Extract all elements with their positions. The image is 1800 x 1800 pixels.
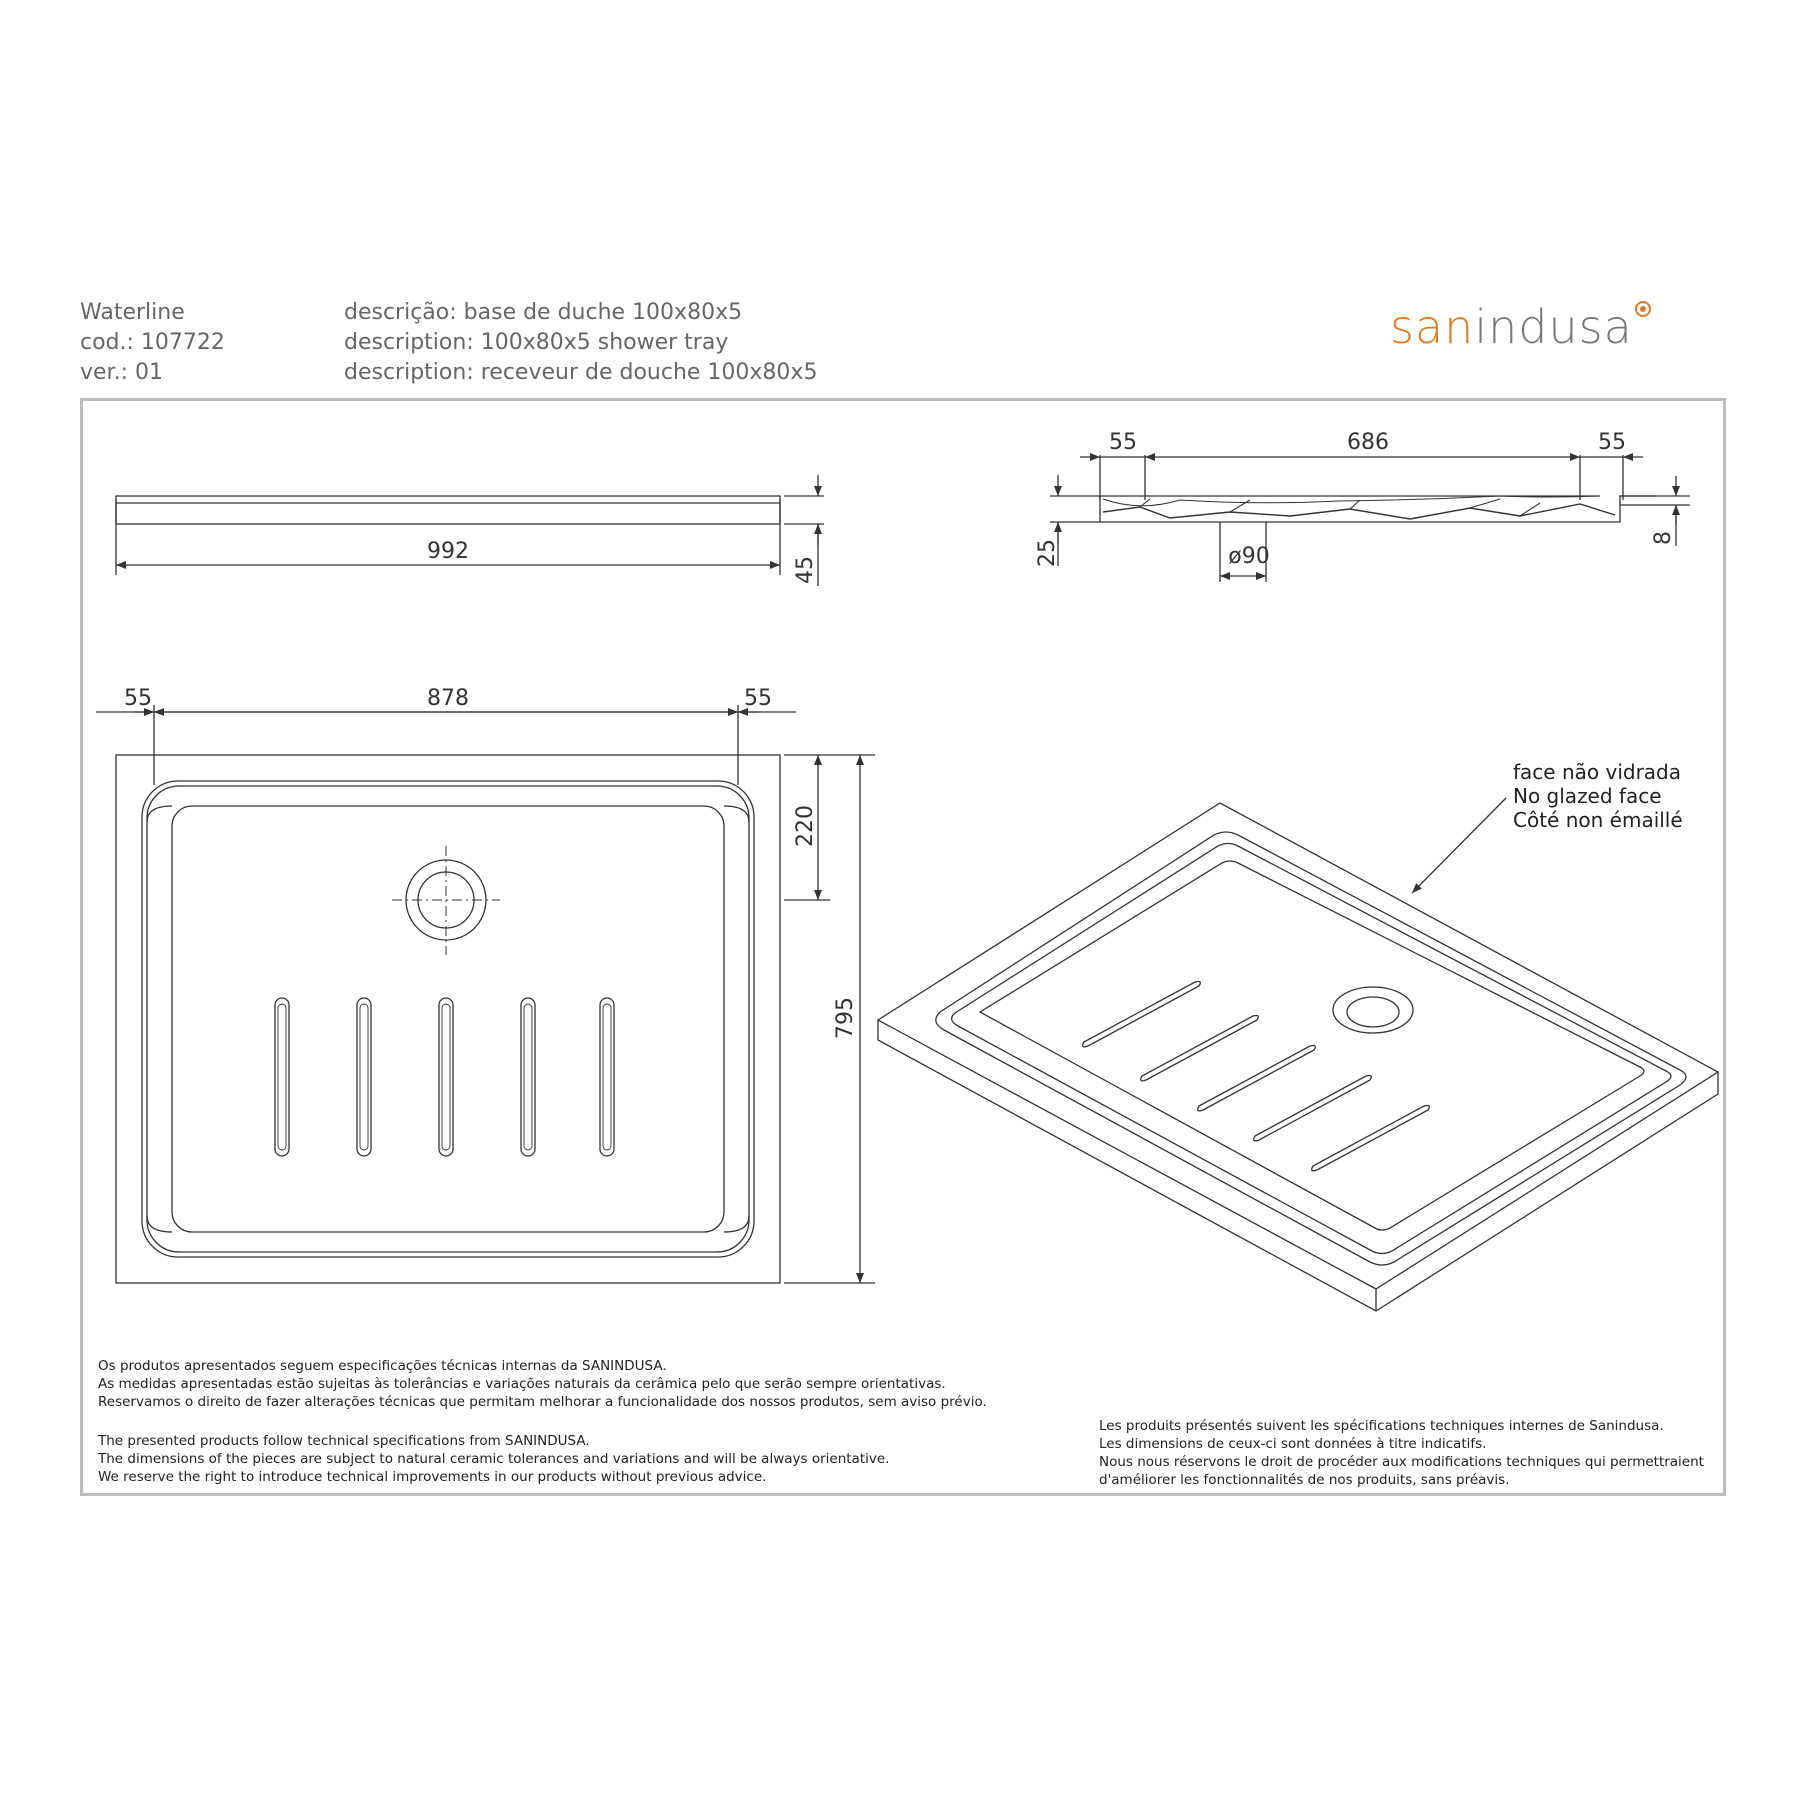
description-pt: descrição: base de duche 100x80x5 <box>344 300 743 325</box>
iso-drain-outer <box>1333 987 1413 1033</box>
section-right-label: 55 <box>1598 430 1626 455</box>
logo-part-indusa: indusa <box>1474 300 1633 354</box>
section-depth-label: 25 <box>1035 539 1060 567</box>
disclaimer-en-line: We reserve the right to introduce technical improvements in our products without previous advice. <box>98 1469 767 1485</box>
product-version: ver.: 01 <box>80 360 163 385</box>
logo-part-san: san <box>1390 300 1475 354</box>
anti-slip-grooves <box>275 998 614 1156</box>
face-label-leader-line <box>1412 798 1506 893</box>
face-label-pt: face não vidrada <box>1513 760 1681 784</box>
section-left-label: 55 <box>1109 430 1137 455</box>
iso-basin-outer <box>936 832 1686 1265</box>
section-view <box>1050 455 1690 582</box>
disclaimer-en-line: The dimensions of the pieces are subject to natural ceramic tolerances and variations and will be always orientative. <box>98 1451 890 1467</box>
disclaimer-pt <box>98 1357 987 1411</box>
groove <box>439 998 453 1156</box>
iso-grooves <box>1083 982 1430 1171</box>
top-left-label: 55 <box>124 686 152 711</box>
top-middle-label: 878 <box>427 686 469 711</box>
groove <box>521 998 535 1156</box>
face-label-en: No glazed face <box>1513 784 1662 808</box>
disclaimer-fr-line: Nous nous réservons le droit de procéder aux modifications techniques qui permettraient <box>1099 1454 1704 1470</box>
disclaimer-fr-line: d'améliorer les fonctionnalités de nos produits, sans préavis. <box>1099 1472 1510 1488</box>
tray-outer-outline <box>116 755 780 1283</box>
iso-top-face <box>878 803 1718 1289</box>
disclaimer-en-line: The presented products follow technical specifications from SANINDUSA. <box>98 1433 590 1449</box>
isometric-view <box>878 798 1718 1311</box>
groove <box>275 998 289 1156</box>
product-name: Waterline <box>80 300 185 325</box>
groove <box>357 998 371 1156</box>
top-right-label: 55 <box>744 686 772 711</box>
glaze-face-label <box>1513 760 1683 832</box>
description-en: description: 100x80x5 shower tray <box>344 330 729 355</box>
disclaimer-fr-line: Les produits présentés suivent les spécifications techniques internes de Sanindusa. <box>1099 1418 1664 1434</box>
description-fr: description: receveur de douche 100x80x5 <box>344 360 818 385</box>
top-view <box>96 705 875 1283</box>
disclaimer-pt-line: Os produtos apresentados seguem especificações técnicas internas da SANINDUSA. <box>98 1358 667 1374</box>
disclaimer-pt-line: As medidas apresentadas estão sujeitas às tolerâncias e variações naturais da cerâmica pelo que serão sempre orientativas. <box>98 1376 946 1392</box>
section-middle-label: 686 <box>1347 430 1389 455</box>
section-rim-label: 8 <box>1651 531 1676 545</box>
disclaimer-fr-line: Les dimensions de ceux-ci sont données à titre indicatifs. <box>1099 1436 1487 1452</box>
drain-offset-label: 220 <box>793 805 818 847</box>
drain-diameter-label: ø90 <box>1228 544 1270 569</box>
iso-side-faces <box>878 1020 1718 1311</box>
tray-basin-outer <box>142 781 754 1257</box>
disclaimer-en <box>98 1432 889 1486</box>
groove <box>600 998 614 1156</box>
front-width-label: 992 <box>427 539 469 564</box>
front-height-label: 45 <box>793 556 818 584</box>
front-view <box>116 475 824 586</box>
product-code: cod.: 107722 <box>80 330 225 355</box>
top-depth-label: 795 <box>833 997 858 1039</box>
disclaimer-fr <box>1099 1417 1704 1489</box>
iso-drain <box>1333 987 1413 1033</box>
tray-basin-inner <box>172 806 724 1232</box>
front-view-outline <box>116 496 780 524</box>
disclaimer-pt-line: Reservamos o direito de fazer alterações técnicas que permitam melhorar a funcionalidade dos nossos produtos, sem aviso prévio. <box>98 1394 987 1410</box>
face-label-fr: Côté non émaillé <box>1513 808 1683 832</box>
drain-symbol <box>392 846 500 955</box>
